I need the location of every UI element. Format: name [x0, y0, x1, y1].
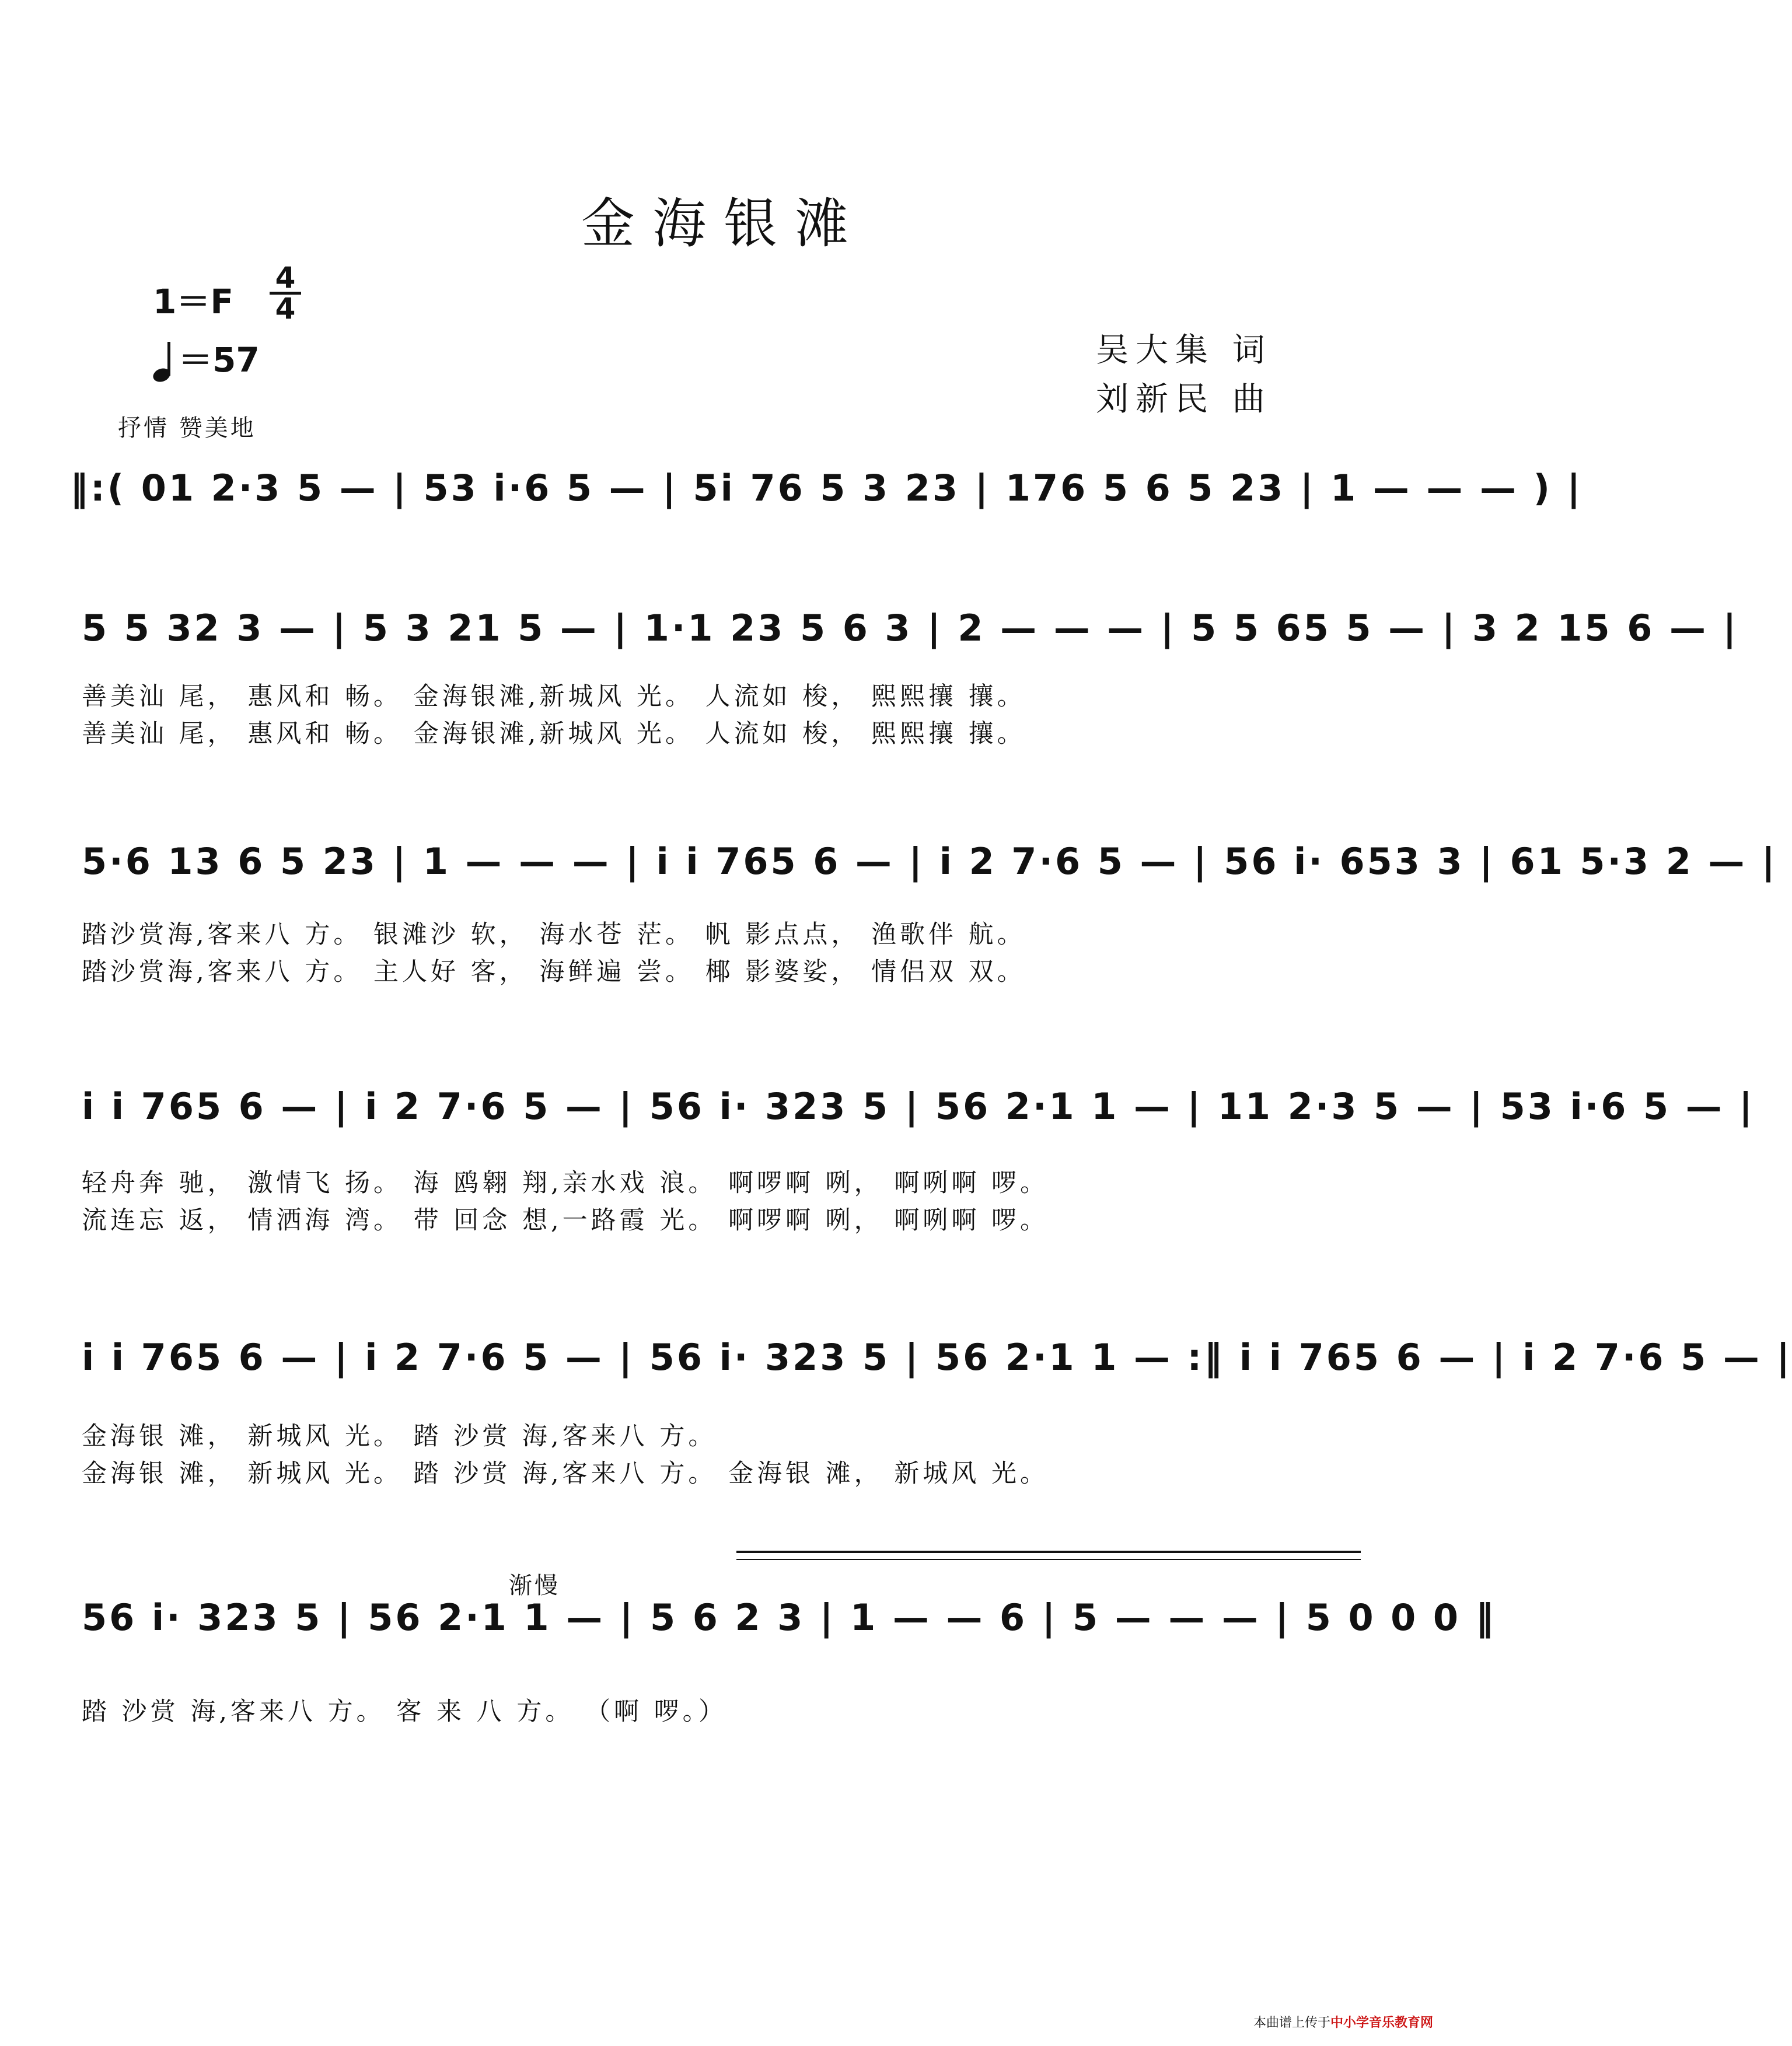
lyric-verse-2: 金海银 滩， 新城风 光。 踏 沙赏 海,客来八 方。 金海银 滩， 新城风 光。 — [82, 1459, 1049, 1488]
lyric-verse-1: 轻舟奔 驰， 激情飞 扬。 海 鸥翱 翔,亲水戏 浪。 啊啰啊 咧， 啊咧啊 啰。 — [82, 1169, 1049, 1198]
lyric-verse-1: 金海银 滩， 新城风 光。 踏 沙赏 海,客来八 方。 — [82, 1422, 717, 1451]
notation-line: ‖:( 01 2·3 5 — | 53 i·6 5 — | 5i 76 5 3 23 | 176 5 6 5 23 | 1 — — — ) | — [70, 467, 1583, 509]
score-system-4 — [0, 1085, 1755, 1128]
meter-top: 4 — [270, 264, 301, 295]
quarter-note-icon — [153, 344, 175, 382]
score-system-1 — [0, 467, 1583, 509]
notation-line: 5·6 13 6 5 23 | 1 — — — | i i 765 6 — | i 2 7·6 5 — | 56 i· 653 3 | 61 5·3 2 — | — [82, 840, 1777, 883]
lyricist: 吴大集 词 — [1096, 331, 1272, 369]
score-system-5 — [0, 1336, 1792, 1379]
page-title: 金海银滩 — [581, 193, 866, 255]
lyric-verse-2: 善美汕 尾， 惠风和 畅。 金海银滩,新城风 光。 人流如 梭， 熙熙攘 攘。 — [82, 719, 1026, 749]
notation-line: i i 765 6 — | i 2 7·6 5 — | 56 i· 323 5 | 56 2·1 1 — :‖ i i 765 6 — | i 2 7·6 5 — | — [82, 1336, 1792, 1379]
ritardando-mark: 渐慢 — [509, 1572, 560, 1599]
expression-mark: 抒情 赞美地 — [118, 415, 256, 442]
hairpin-lower — [736, 1559, 1361, 1560]
composer: 刘新民 曲 — [1096, 380, 1272, 418]
lyric-verse-2: 踏沙赏海,客来八 方。 主人好 客， 海鲜遍 尝。 椰 影婆娑， 情侣双 双。 — [82, 957, 1026, 987]
lyric-verse-2: 流连忘 返， 情洒海 湾。 带 回念 想,一路霞 光。 啊啰啊 咧， 啊咧啊 啰。 — [82, 1206, 1049, 1235]
footer-site-link[interactable]: 中小学音乐教育网 — [1330, 2016, 1433, 2030]
lyric-verse-1: 踏沙赏海,客来八 方。 银滩沙 软， 海水苍 茫。 帆 影点点， 渔歌伴 航。 — [82, 920, 1026, 949]
footer-prefix: 本曲谱上传于 — [1253, 2016, 1330, 2030]
key-signature: 1＝F — [153, 282, 233, 321]
time-signature — [270, 261, 301, 326]
notation-line: i i 765 6 — | i 2 7·6 5 — | 56 i· 323 5 | 56 2·1 1 — | 11 2·3 5 — | 53 i·6 5 — | — [82, 1085, 1755, 1128]
meter-bottom: 4 — [275, 292, 296, 326]
lyric-verse-1: 踏 沙赏 海,客来八 方。 客 来 八 方。 （啊 啰。） — [82, 1697, 728, 1726]
tempo-mark — [153, 333, 260, 382]
tempo-value: ＝57 — [179, 340, 260, 380]
notation-line: 5 5 32 3 — | 5 3 21 5 — | 1·1 23 5 6 3 | 2 — — — | 5 5 65 5 — | 3 2 15 6 — | — [82, 607, 1739, 649]
lyric-verse-1: 善美汕 尾， 惠风和 畅。 金海银滩,新城风 光。 人流如 梭， 熙熙攘 攘。 — [82, 682, 1026, 711]
score-system-3 — [0, 840, 1777, 883]
score-system-2 — [0, 607, 1739, 649]
footer-credit — [1253, 2013, 1433, 2031]
score-system-6 — [0, 1596, 1496, 1639]
notation-line: 56 i· 323 5 | 56 2·1 1 — | 5 6 2 3 | 1 — — 6 | 5 — — — | 5 0 0 0 ‖ — [82, 1596, 1496, 1639]
hairpin-upper — [736, 1551, 1361, 1553]
